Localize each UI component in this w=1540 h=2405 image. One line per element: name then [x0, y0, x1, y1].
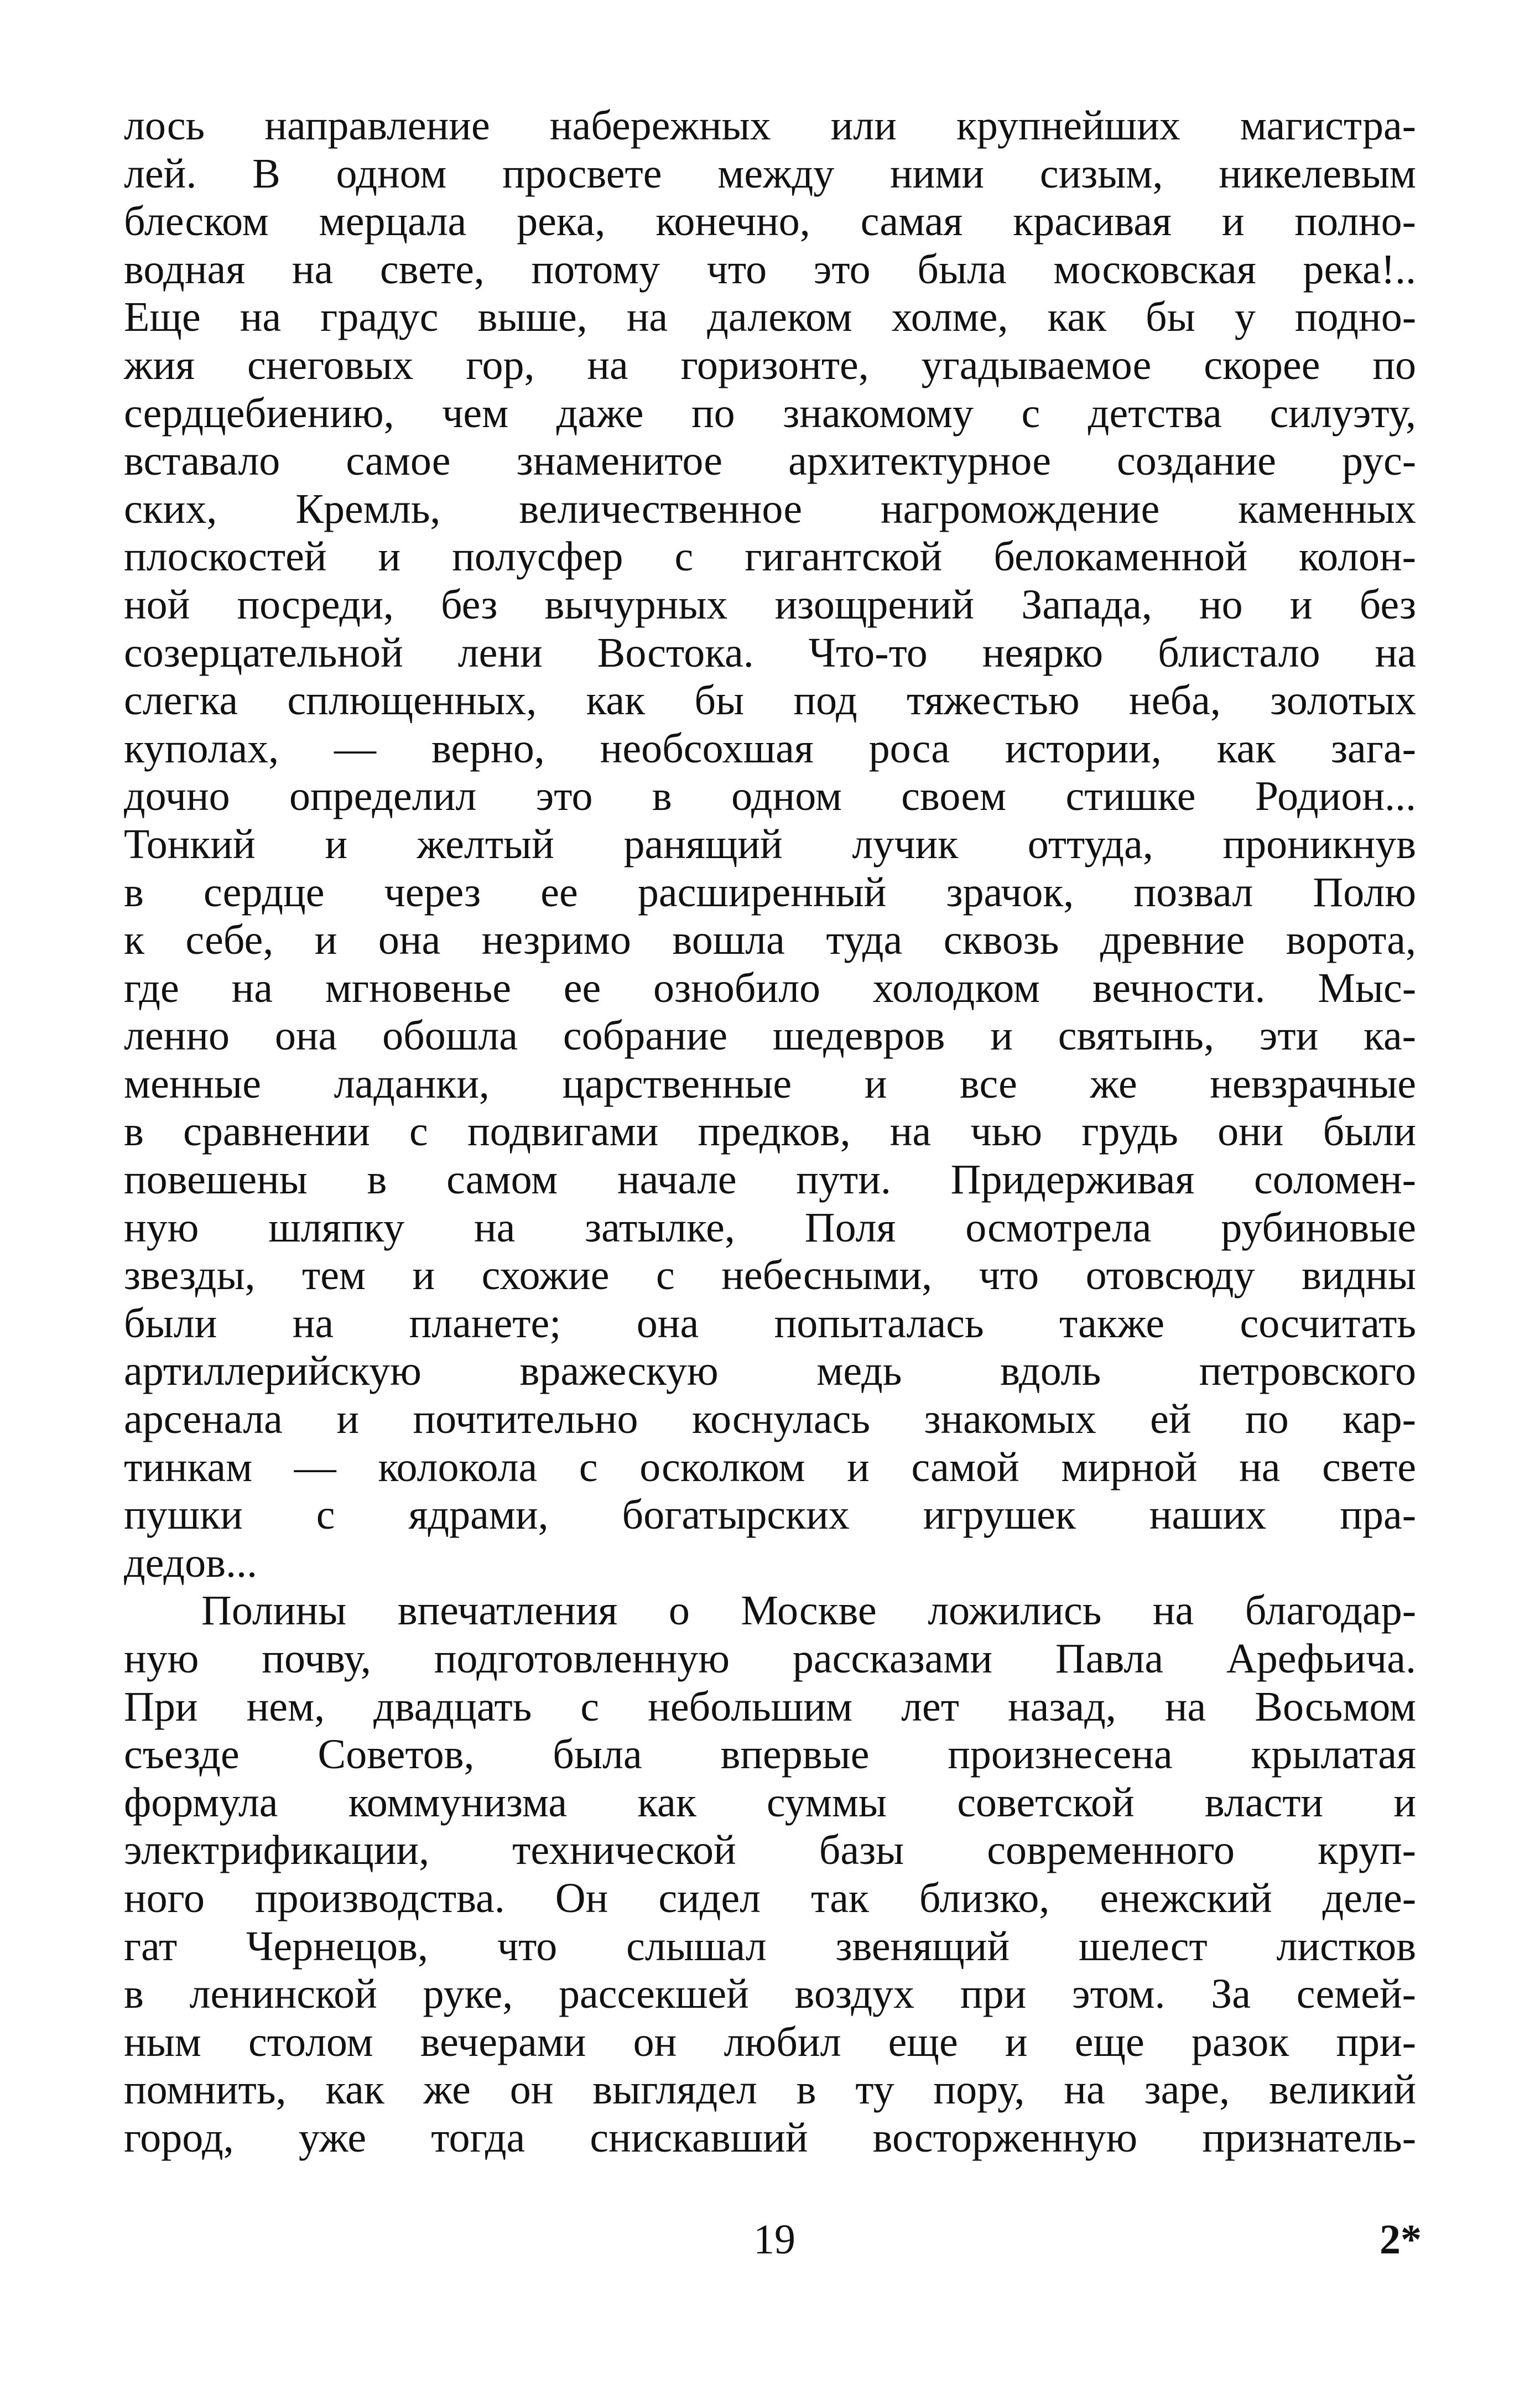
text-line: ным столом вечерами он любил еще и еще разок при- — [124, 2018, 1416, 2065]
text-line: вставало самое знаменитое архитектурное создание рус- — [124, 438, 1416, 485]
body-text — [124, 102, 1416, 2162]
text-line: куполах, — верно, необсохшая роса истории, как зага- — [124, 725, 1416, 772]
text-line: где на мгновенье ее ознобило холодком вечности. Мыс- — [124, 964, 1416, 1011]
text-line: ной посреди, без вычурных изощрений Запада, но и без — [124, 581, 1416, 628]
text-line: лей. В одном просвете между ними сизым, никелевым — [124, 150, 1416, 197]
text-line: созерцательной лени Востока. Что-то неярко блистало на — [124, 629, 1416, 676]
text-line: лось направление набережных или крупнейших магистра- — [124, 102, 1416, 149]
text-line: пушки с ядрами, богатырских игрушек наших пра- — [124, 1492, 1416, 1539]
text-line: помнить, как же он выглядел в ту пору, на заре, великий — [124, 2066, 1416, 2113]
text-line: водная на свете, потому что это была московская река!.. — [124, 246, 1416, 293]
paragraph-1 — [124, 102, 1416, 1587]
text-line: ских, Кремль, величественное нагромождение каменных — [124, 485, 1416, 532]
text-line: блеском мерцала река, конечно, самая красивая и полно- — [124, 198, 1416, 245]
text-line: в сравнении с подвигами предков, на чью грудь они были — [124, 1108, 1416, 1155]
text-line: При нем, двадцать с небольшим лет назад, на Восьмом — [124, 1683, 1416, 1730]
signature-mark: 2* — [1380, 2216, 1422, 2263]
text-line: звезды, тем и схожие с небесными, что отовсюду видны — [124, 1252, 1416, 1299]
text-line: ную шляпку на затылке, Поля осмотрела рубиновые — [124, 1204, 1416, 1251]
text-line: ную почву, подготовленную рассказами Павла Арефьича. — [124, 1635, 1416, 1682]
text-line: к себе, и она незримо вошла туда сквозь древние ворота, — [124, 917, 1416, 964]
text-line: слегка сплющенных, как бы под тяжестью неба, золотых — [124, 677, 1416, 724]
text-line: в ленинской руке, рассекшей воздух при этом. За семей- — [124, 1971, 1416, 2018]
text-line: артиллерийскую вражескую медь вдоль петровского — [124, 1348, 1416, 1395]
text-line: тинкам — колокола с осколком и самой мирной на свете — [124, 1443, 1416, 1490]
text-line: Еще на градус выше, на далеком холме, как бы у подно- — [124, 294, 1416, 341]
text-line: дедов... — [124, 1539, 257, 1586]
text-line: в сердце через ее расширенный зрачок, позвал Полю — [124, 869, 1416, 916]
text-line: арсенала и почтительно коснулась знакомых ей по кар- — [124, 1396, 1416, 1443]
text-line: Полины впечатления о Москве ложились на благодар- — [201, 1587, 1416, 1634]
page-number: 19 — [753, 2216, 795, 2263]
text-line: сердцебиению, чем даже по знакомому с детства силуэту, — [124, 389, 1416, 437]
text-line: формула коммунизма как суммы советской власти и — [124, 1779, 1416, 1826]
text-line: ного производства. Он сидел так близко, енежский деле- — [124, 1874, 1416, 1921]
text-line: жия снеговых гор, на горизонте, угадываемое скорее по — [124, 341, 1416, 388]
text-line: съезде Советов, была впервые произнесена крылатая — [124, 1731, 1416, 1778]
text-line: дочно определил это в одном своем стишке Родион... — [124, 773, 1416, 820]
text-line: повешены в самом начале пути. Придерживая соломен- — [124, 1156, 1416, 1203]
text-line: менные ладанки, царственные и все же невзрачные — [124, 1060, 1416, 1107]
paragraph-2 — [124, 1587, 1416, 2162]
text-line: плоскостей и полусфер с гигантской белокаменной колон- — [124, 533, 1416, 580]
text-line: Тонкий и желтый ранящий лучик оттуда, проникнув — [124, 820, 1416, 868]
text-line: ленно она обошла собрание шедевров и святынь, эти ка- — [124, 1012, 1416, 1059]
text-line: были на планете; она попыталась также сосчитать — [124, 1300, 1416, 1347]
text-line: гат Чернецов, что слышал звенящий шелест листков — [124, 1923, 1416, 1970]
text-line: город, уже тогда снискавший восторженную признатель- — [124, 2114, 1416, 2161]
text-line: электрификации, технической базы современного круп- — [124, 1827, 1416, 1874]
